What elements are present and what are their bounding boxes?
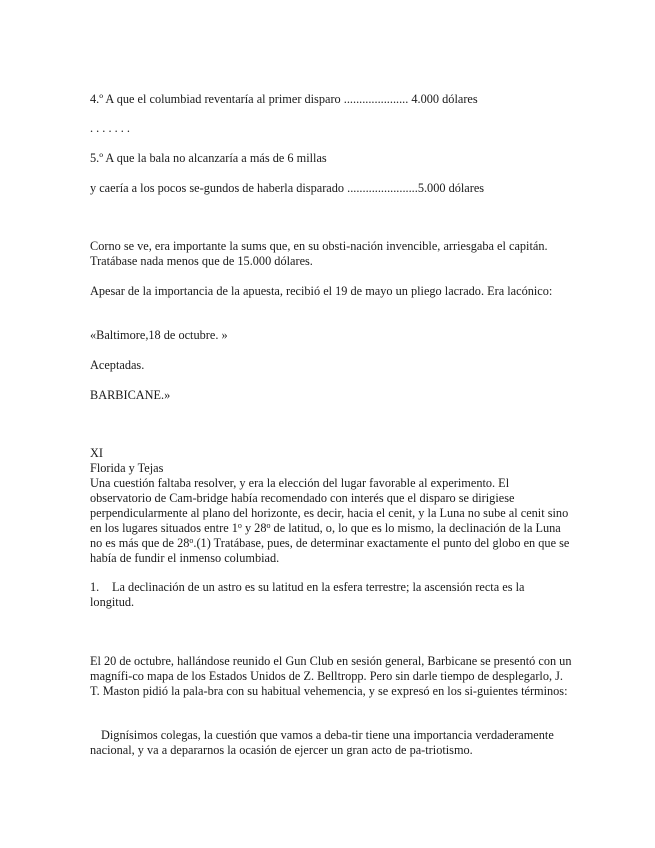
paragraph-sum: Corno se ve, era importante la sums que, en su obsti-nación invencible, arriesgaba el capitán. Tratábase nada menos que de 15.000 dólares. [90, 239, 548, 268]
letter-place-date: «Baltimore,18 de octubre. » [90, 328, 228, 342]
bet-item-4: 4.º A que el columbiad reventaría al primer disparo ..................... 4.000 dólares [90, 92, 478, 106]
chapter-paragraph [90, 476, 570, 566]
letter-accepted: Aceptadas. [90, 358, 145, 372]
paragraph-speech: Dignísimos colegas, la cuestión que vamos a deba-tir tiene una importancia verdaderamente nacional, y va a depararnos la ocasión de ejercer un gran acto de pa-triotismo. [90, 728, 554, 757]
degree-sign-3: o [189, 536, 194, 545]
footnote-text: La declinación de un astro es su latitud en la esfera terrestre; la ascensión recta es la longitud. [90, 580, 525, 609]
paragraph-gun-club: El 20 de octubre, hallándose reunido el Gun Club en sesión general, Barbicane se presentó con un magnífi-co mapa de los Estados Unidos de Z. Belltropp. Pero sin darle tiempo de desplegarlo, J. T. Maston pidió la pala-bra con su habitual vehemencia, y se expresó en los si-guientes términos: [90, 654, 572, 698]
footnote-number: 1. [90, 580, 100, 594]
chapter-text-4: .(1) Tratábase, pues, de determinar exactamente el punto del globo en que se había de fundir el inmenso columbiad. [90, 536, 570, 565]
degree-sign-2: o [266, 521, 271, 530]
bet-item-5-line2: y caería a los pocos se-gundos de haberla disparado .......................5.000 dólares [90, 181, 485, 195]
paragraph-importance: Apesar de la importancia de la apuesta, recibió el 19 de mayo un pliego lacrado. Era lacónico: [90, 284, 553, 298]
chapter-text-2: y 28 [241, 521, 267, 535]
letter-signature: BARBICANE.» [90, 388, 171, 402]
footnote [90, 580, 570, 610]
chapter-text-3: de latitud, o, lo que es lo mismo, la declinación de la Luna no es más que de 28 [90, 521, 561, 550]
ellipsis-dots: . . . . . . . [90, 121, 130, 135]
chapter-title: Florida y Tejas [90, 461, 164, 475]
degree-sign-1: o [237, 521, 242, 530]
chapter-number: XI [90, 446, 103, 460]
chapter-text-1: Una cuestión faltaba resolver, y era la elección del lugar favorable al experimento. El observatorio de Cam-bridge había recomendado con interés que el disparo se dirigiese perpendicularmente al plano del horizonte, es decir, hacia el cenit, y la Luna no sube al cenit sino en los lugares situados entre 1 [90, 476, 569, 535]
bet-item-5-line1: 5.º A que la bala no alcanzaría a más de 6 millas [90, 151, 327, 165]
